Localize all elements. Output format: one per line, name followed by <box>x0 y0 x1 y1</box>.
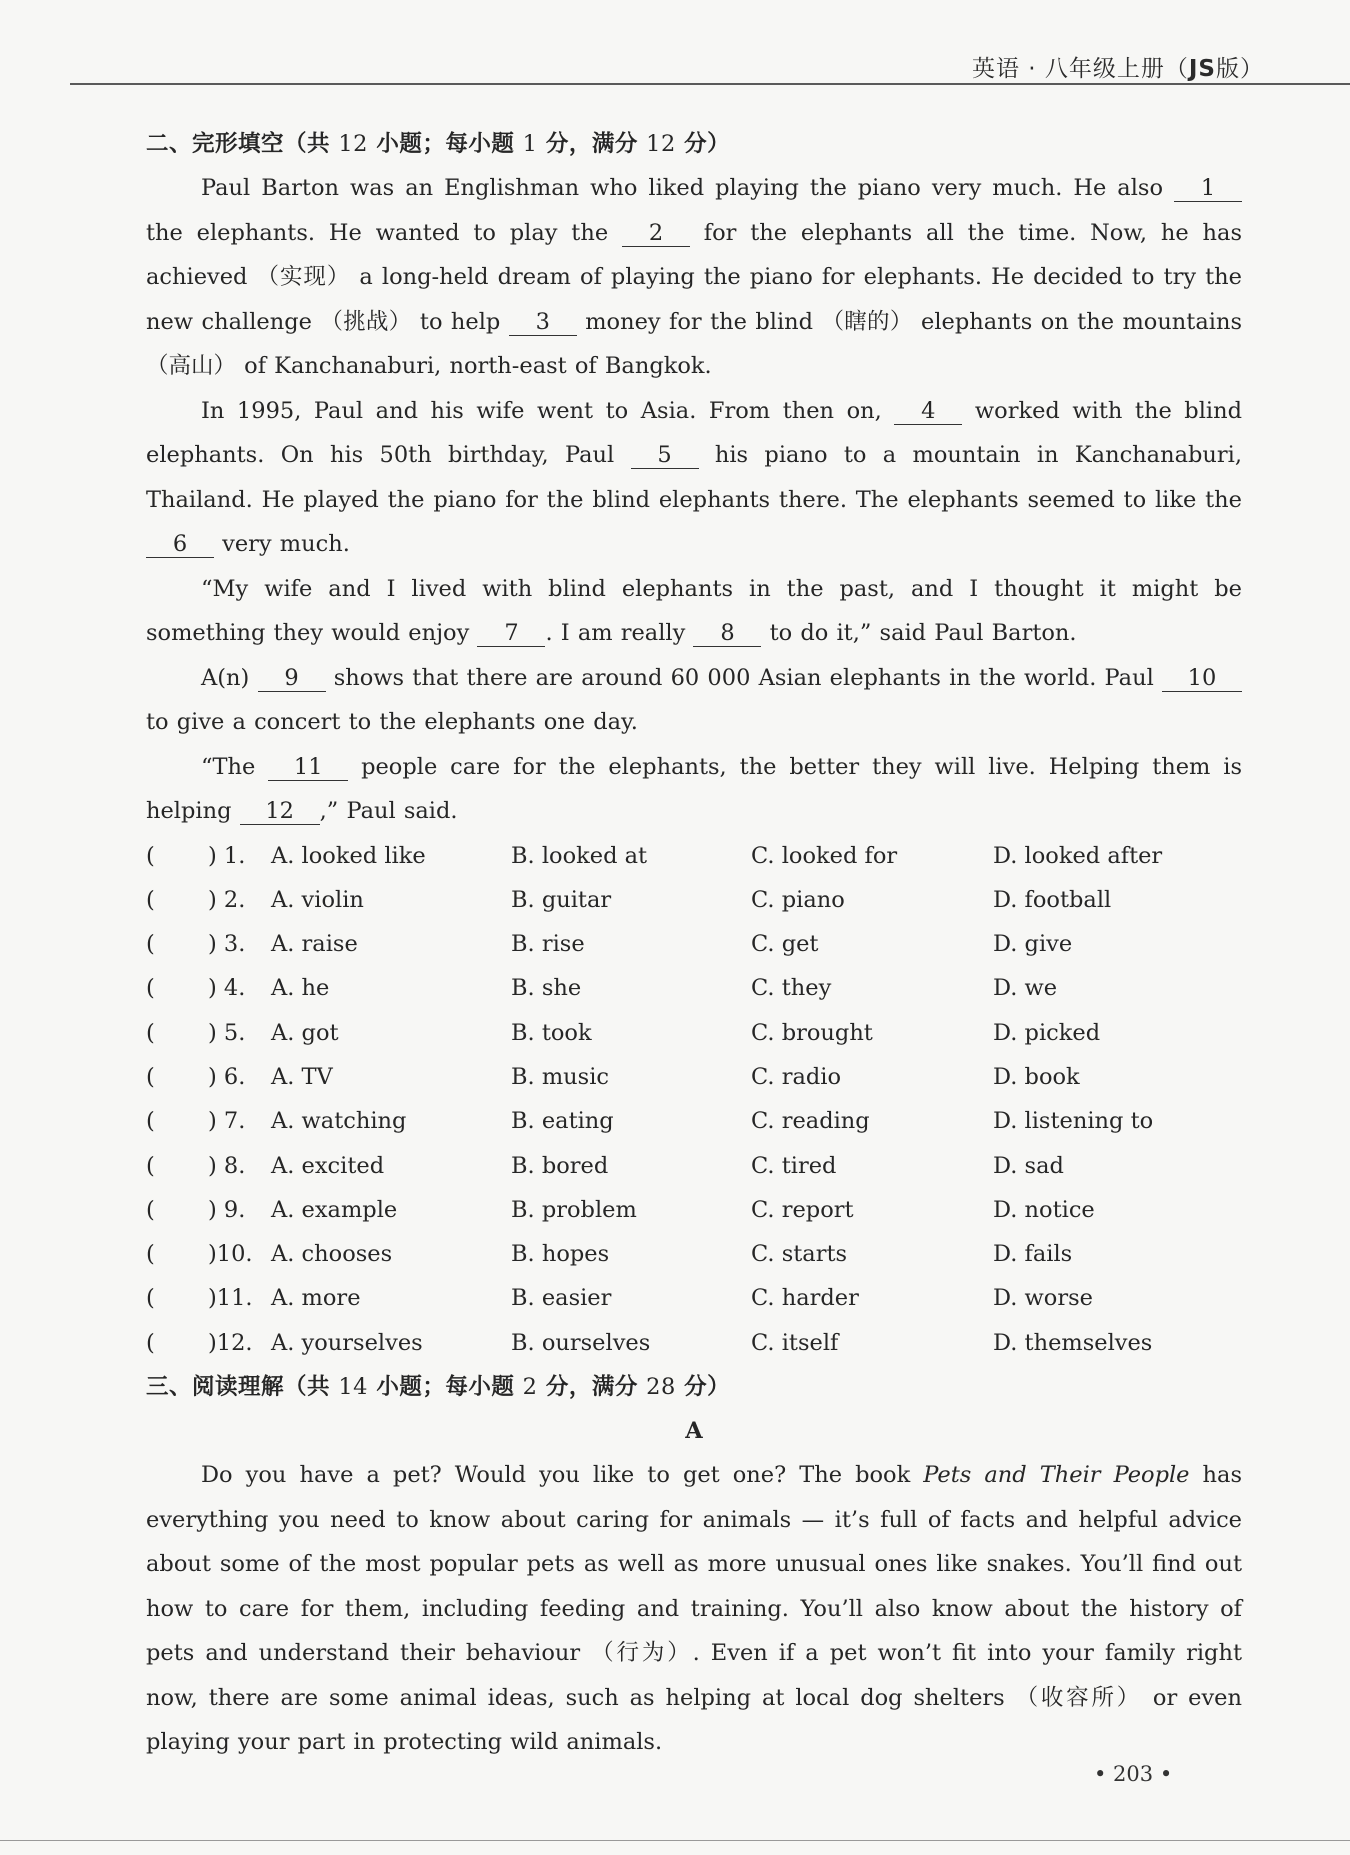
option-c[interactable]: C. looked for <box>751 842 898 869</box>
blank-1[interactable]: 1 <box>1174 175 1242 202</box>
section-title-text: 分，满分 <box>537 1374 647 1401</box>
question-row <box>146 922 1242 966</box>
option-c[interactable]: C. radio <box>751 1063 842 1090</box>
cloze-paragraph-5 <box>146 745 1242 834</box>
option-d[interactable]: D. worse <box>993 1285 1093 1312</box>
question-number: ) 1. <box>208 842 246 869</box>
question-number: ) 6. <box>208 1063 246 1090</box>
option-a[interactable]: A. he <box>271 975 330 1002</box>
text: has everything you need to know about caring for animals — it’s full of facts and helpful advice about some of the most popular pets as well as more unusual ones like snakes. You’ll find out how to care for them, including feeding and training. You’ll also know about the history of pets and understand their behaviour （行为）. Even if a pet won’t fit into your family right now, there are some animal ideas, such as helping at local dog shelters （收容所） or even playing your part in protecting wild animals. <box>146 1462 1242 1756</box>
text: “My wife and I lived with blind elephants in the past, and I thought it might be something they would enjoy <box>146 575 1242 646</box>
option-d[interactable]: D. sad <box>993 1152 1064 1179</box>
option-c[interactable]: C. starts <box>751 1241 848 1268</box>
option-b[interactable]: B. looked at <box>511 842 648 869</box>
question-number: ) 5. <box>208 1019 246 1046</box>
option-a[interactable]: A. looked like <box>271 842 426 869</box>
answer-bracket[interactable]: ( <box>146 1196 155 1223</box>
option-d[interactable]: D. picked <box>993 1019 1101 1046</box>
section-title-text: 分） <box>675 131 731 157</box>
option-c[interactable]: C. brought <box>751 1019 873 1046</box>
book-title-suffix: 版） <box>1216 56 1264 82</box>
blank-12[interactable]: 12 <box>240 798 320 825</box>
option-c[interactable]: C. itself <box>751 1329 839 1356</box>
text: . I am really <box>545 620 694 646</box>
text: Paul Barton was an Englishman who liked playing the piano very much. He also <box>201 175 1174 201</box>
option-d[interactable]: D. themselves <box>993 1329 1153 1356</box>
option-a[interactable]: A. example <box>271 1196 398 1223</box>
option-a[interactable]: A. more <box>271 1285 361 1312</box>
bottom-divider <box>0 1840 1350 1841</box>
option-d[interactable]: D. give <box>993 931 1073 958</box>
question-number: ) 7. <box>208 1108 246 1135</box>
text: shows that there are around 60 000 Asian elephants in the world. Paul <box>325 664 1162 691</box>
option-d[interactable]: D. looked after <box>993 842 1163 869</box>
option-b[interactable]: B. she <box>511 975 582 1002</box>
answer-bracket[interactable]: ( <box>146 1152 155 1179</box>
section-per-score: 1 <box>522 131 538 157</box>
text: to give a concert to the elephants one day. <box>146 709 638 735</box>
question-number: )12. <box>208 1329 253 1356</box>
option-d[interactable]: D. we <box>993 975 1058 1002</box>
option-a[interactable]: A. yourselves <box>271 1329 423 1356</box>
option-a[interactable]: A. watching <box>271 1108 407 1135</box>
option-c[interactable]: C. reading <box>751 1108 870 1135</box>
text: Do you have a pet? Would you like to get one? The book <box>201 1462 924 1489</box>
section-title-cloze <box>146 122 1242 166</box>
option-c[interactable]: C. report <box>751 1196 854 1223</box>
section-title-text: 分，满分 <box>537 131 647 157</box>
book-title-prefix: 英语 · 八年级上册（ <box>971 56 1189 82</box>
option-a[interactable]: A. violin <box>271 886 364 913</box>
question-number: )10. <box>208 1241 253 1268</box>
blank-10[interactable]: 10 <box>1162 665 1242 692</box>
option-a[interactable]: A. chooses <box>271 1241 393 1268</box>
passage-label: A <box>685 1418 703 1445</box>
answer-bracket[interactable]: ( <box>146 1285 155 1312</box>
answer-bracket[interactable]: ( <box>146 1019 155 1046</box>
question-row <box>146 1011 1242 1055</box>
option-b[interactable]: B. eating <box>511 1108 614 1135</box>
section-per-score: 2 <box>522 1374 538 1401</box>
answer-bracket[interactable]: ( <box>146 1063 155 1090</box>
option-b[interactable]: B. music <box>511 1063 610 1090</box>
section-total-score: 28 <box>646 1374 676 1401</box>
book-title-italic: Pets and Their People <box>923 1462 1190 1489</box>
question-number: )11. <box>208 1285 253 1312</box>
blank-4[interactable]: 4 <box>894 398 962 425</box>
option-c[interactable]: C. they <box>751 975 832 1002</box>
answer-bracket[interactable]: ( <box>146 931 155 958</box>
question-row <box>146 834 1242 878</box>
option-b[interactable]: B. guitar <box>511 886 612 913</box>
option-b[interactable]: B. easier <box>511 1285 612 1312</box>
question-row <box>146 1099 1242 1143</box>
option-c[interactable]: C. get <box>751 931 819 958</box>
section-title-text: 二、完形填空（共 <box>146 131 339 157</box>
text: very much. <box>214 531 350 557</box>
option-d[interactable]: D. notice <box>993 1196 1095 1223</box>
option-a[interactable]: A. raise <box>271 931 358 958</box>
page-content <box>146 122 1242 1765</box>
option-c[interactable]: C. piano <box>751 886 845 913</box>
section-title-text: 小题；每小题 <box>367 1374 523 1401</box>
option-a[interactable]: A. excited <box>271 1152 385 1179</box>
option-d[interactable]: D. football <box>993 886 1112 913</box>
question-row <box>146 1188 1242 1232</box>
text: In 1995, Paul and his wife went to Asia. From then on, <box>201 397 895 424</box>
question-number: ) 4. <box>208 975 246 1002</box>
option-b[interactable]: B. ourselves <box>511 1329 651 1356</box>
answer-bracket[interactable]: ( <box>146 1108 155 1135</box>
question-number: ) 8. <box>208 1152 246 1179</box>
blank-2[interactable]: 2 <box>622 220 690 247</box>
text: A(n) <box>201 664 258 691</box>
answer-bracket[interactable]: ( <box>146 842 155 869</box>
question-row <box>146 1321 1242 1365</box>
question-number: ) 2. <box>208 886 246 913</box>
question-number: ) 3. <box>208 931 246 958</box>
option-a[interactable]: A. TV <box>271 1063 333 1090</box>
book-edition: JS <box>1188 56 1216 82</box>
answer-bracket[interactable]: ( <box>146 1241 155 1268</box>
section-title-reading <box>146 1365 1242 1409</box>
header-divider <box>70 83 1350 85</box>
blank-11[interactable]: 11 <box>268 754 348 781</box>
cloze-paragraph-4 <box>146 656 1242 745</box>
answer-bracket[interactable]: ( <box>146 1329 155 1356</box>
option-d[interactable]: D. listening to <box>993 1108 1154 1135</box>
question-row <box>146 1276 1242 1320</box>
option-b[interactable]: B. bored <box>511 1152 609 1179</box>
section-count: 12 <box>338 131 368 157</box>
cloze-paragraph-2 <box>146 389 1242 567</box>
cloze-paragraph-3 <box>146 567 1242 656</box>
text: for the elephants all the time. Now, he has achieved （实现） a long-held dream of playing the piano for elephants. He decided to try the new challenge （挑战） to help <box>146 219 1242 335</box>
option-b[interactable]: B. rise <box>511 931 585 958</box>
page-header <box>0 0 1350 84</box>
book-title <box>972 50 1264 83</box>
text: the elephants. He wanted to play the <box>146 219 622 246</box>
blank-8[interactable]: 8 <box>693 620 761 647</box>
blank-7[interactable]: 7 <box>477 620 545 647</box>
reading-paragraph <box>146 1453 1242 1765</box>
section-title-text: 分） <box>675 1374 731 1401</box>
page-number: • 203 • <box>1094 1762 1173 1786</box>
answer-bracket[interactable]: ( <box>146 975 155 1002</box>
section-count: 14 <box>338 1374 368 1401</box>
blank-9[interactable]: 9 <box>258 665 326 692</box>
answer-bracket[interactable]: ( <box>146 886 155 913</box>
blank-5[interactable]: 5 <box>631 442 699 469</box>
section-total-score: 12 <box>646 131 676 157</box>
blank-6[interactable]: 6 <box>146 531 214 558</box>
section-title-text: 三、阅读理解（共 <box>146 1374 339 1401</box>
text: his piano to a mountain in Kanchanaburi, Thailand. He played the piano for the blind elephants there. The elephants seemed to like the <box>146 442 1242 513</box>
option-a[interactable]: A. got <box>271 1019 339 1046</box>
question-row <box>146 1232 1242 1276</box>
option-c[interactable]: C. tired <box>751 1152 837 1179</box>
blank-3[interactable]: 3 <box>509 309 577 336</box>
question-list <box>146 834 1242 1366</box>
question-row <box>146 1144 1242 1188</box>
text: money for the blind （瞎的） elephants on the mountains （高山） of Kanchanaburi, north-east of Bangkok. <box>146 308 1242 379</box>
option-b[interactable]: B. took <box>511 1019 592 1046</box>
question-number: ) 9. <box>208 1196 246 1223</box>
text: to do it,” said Paul Barton. <box>761 620 1077 646</box>
option-b[interactable]: B. hopes <box>511 1241 610 1268</box>
cloze-paragraph-1 <box>146 166 1242 389</box>
question-row <box>146 966 1242 1010</box>
option-d[interactable]: D. book <box>993 1063 1080 1090</box>
text: people care for the elephants, the better they will live. Helping them is helping <box>146 753 1243 824</box>
text: “The <box>201 753 269 780</box>
question-row <box>146 1055 1242 1099</box>
text: worked with the blind elephants. On his 50th birthday, Paul <box>146 397 1242 468</box>
option-b[interactable]: B. problem <box>511 1196 637 1223</box>
section-title-text: 小题；每小题 <box>367 131 523 157</box>
text: ,” Paul said. <box>319 798 458 824</box>
question-row <box>146 878 1242 922</box>
option-c[interactable]: C. harder <box>751 1285 859 1312</box>
option-d[interactable]: D. fails <box>993 1241 1073 1268</box>
